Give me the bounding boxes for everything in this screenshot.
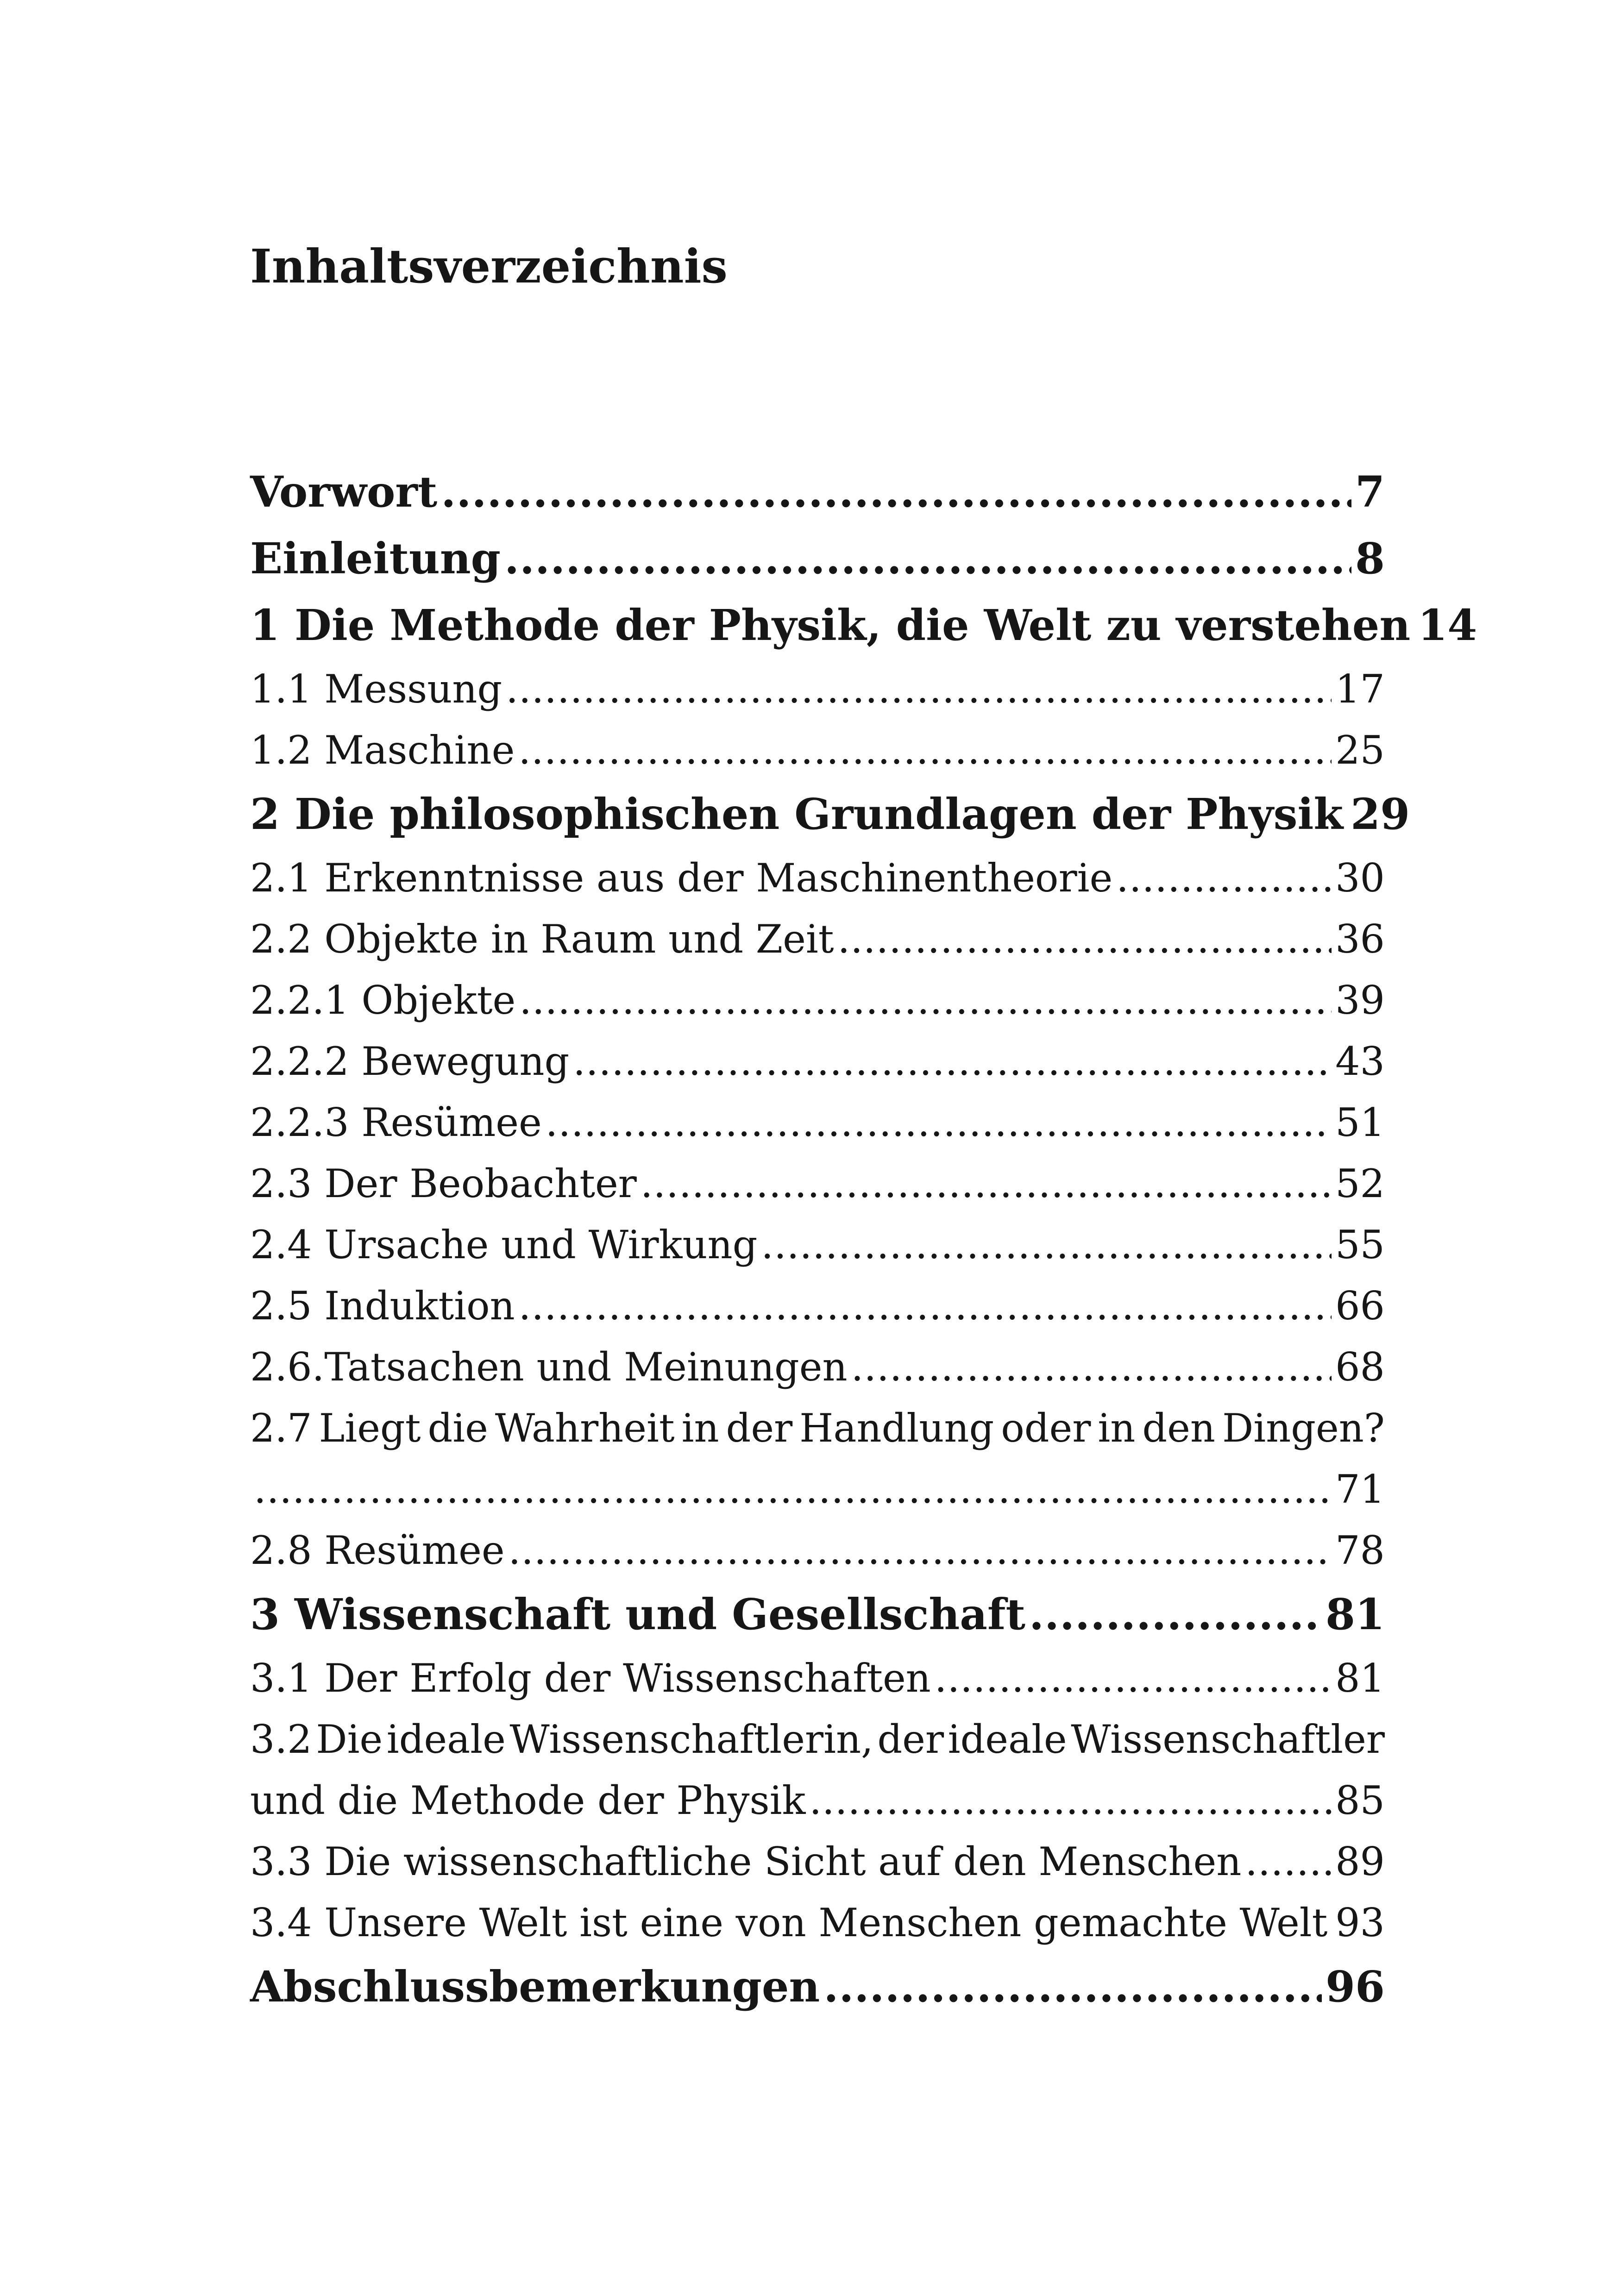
toc-entry-label: 3.4 Unsere Welt ist eine von Menschen gemachte Welt — [250, 1900, 1328, 1945]
toc-entry-label: 3 Wissenschaft und Gesellschaft — [250, 1589, 1025, 1639]
toc-entry-label: und die Methode der Physik — [250, 1778, 806, 1823]
dot-leader — [509, 1520, 1332, 1581]
toc-entry[interactable] — [250, 1892, 1385, 1953]
dot-leader — [761, 1214, 1332, 1275]
toc-section-row — [250, 659, 1385, 720]
toc-entry-label: 2.4 Ursache und Wirkung — [250, 1222, 758, 1267]
toc-page-number: 68 — [1335, 1344, 1385, 1390]
toc-entry-label: 3.1 Der Erfolg der Wissenschaften — [250, 1656, 931, 1701]
toc-entry[interactable] — [250, 1336, 1385, 1398]
toc-entry[interactable] — [250, 525, 1385, 592]
toc-page-number: 51 — [1335, 1100, 1385, 1145]
toc-section-row — [250, 1520, 1385, 1581]
toc-section-row — [250, 1892, 1385, 1953]
toc-entry-label: 2.3 Der Beobachter — [250, 1161, 637, 1206]
toc-section-row — [250, 1459, 1385, 1520]
toc-section-row — [250, 1214, 1385, 1275]
toc-chapter-row — [250, 525, 1385, 592]
toc-entry[interactable] — [250, 1709, 1385, 1831]
toc-entry[interactable] — [250, 1831, 1385, 1892]
toc-section-row — [250, 970, 1385, 1031]
dot-leader — [1331, 1892, 1332, 1953]
toc-page-number: 89 — [1335, 1839, 1385, 1884]
toc-entry-label: Vorwort — [250, 467, 438, 517]
toc-entry[interactable] — [250, 1953, 1385, 2020]
toc-entry-label: 2.1 Erkenntnisse aus der Maschinentheorie — [250, 855, 1113, 901]
toc-entry-label: 1 Die Methode der Physik, die Welt zu verstehen — [250, 600, 1411, 650]
toc-entry-label: 2 Die philosophischen Grundlagen der Physik — [250, 789, 1344, 839]
toc-entry[interactable] — [250, 909, 1385, 970]
toc-section-row — [250, 1092, 1385, 1153]
toc-entry-label-line1: 3.2 Die ideale Wissenschaftlerin, der ideale Wissenschaftler — [250, 1717, 1385, 1762]
toc-entry-label-line1: 2.7 Liegt die Wahrheit in der Handlung oder in den Dingen? — [250, 1405, 1385, 1451]
dot-leader — [546, 1092, 1332, 1153]
toc-section-row — [250, 1831, 1385, 1892]
toc-entry-label: 1.1 Messung — [250, 666, 503, 712]
toc-page-number: 25 — [1335, 728, 1385, 773]
toc-section-row — [250, 720, 1385, 781]
toc-page-number: 7 — [1355, 467, 1385, 517]
toc-section-row — [250, 1770, 1385, 1831]
dot-leader — [518, 720, 1332, 781]
toc-section-row — [250, 909, 1385, 970]
dot-leader — [573, 1031, 1332, 1092]
dot-leader — [641, 1153, 1332, 1214]
toc-section-row — [250, 1275, 1385, 1336]
toc-page-number: 81 — [1325, 1589, 1385, 1639]
toc-entry-label: 1.2 Maschine — [250, 728, 515, 773]
dot-leader — [519, 970, 1332, 1031]
toc-page-number: 71 — [1335, 1467, 1385, 1512]
toc-page-number: 43 — [1335, 1039, 1385, 1084]
toc-chapter-row — [250, 592, 1477, 659]
toc-page-number: 85 — [1335, 1778, 1385, 1823]
toc-page-number: 36 — [1335, 916, 1385, 962]
toc-entry[interactable] — [250, 458, 1385, 525]
toc-entry-label: 2.2 Objekte in Raum und Zeit — [250, 916, 834, 962]
toc-page-number: 29 — [1351, 789, 1410, 839]
toc-entry[interactable] — [250, 592, 1477, 659]
toc-page-number: 78 — [1335, 1528, 1385, 1573]
dot-leader — [1029, 1581, 1322, 1648]
toc-page-number: 8 — [1355, 533, 1385, 583]
dot-leader — [1245, 1831, 1332, 1892]
toc-entry[interactable] — [250, 1581, 1385, 1648]
toc-section-row — [250, 1031, 1385, 1092]
toc-entry[interactable] — [250, 847, 1385, 909]
toc-entry[interactable] — [250, 1520, 1385, 1581]
toc-entry[interactable] — [250, 1153, 1385, 1214]
toc-entry[interactable] — [250, 1092, 1385, 1153]
toc-entry[interactable] — [250, 659, 1385, 720]
toc-entry-label: 2.6.Tatsachen und Meinungen — [250, 1344, 848, 1390]
dot-leader — [504, 525, 1351, 592]
toc-chapter-row — [250, 458, 1385, 525]
dot-leader — [935, 1648, 1332, 1709]
toc-section-row — [250, 1648, 1385, 1709]
toc-entry[interactable] — [250, 1398, 1385, 1520]
toc-section-row — [250, 847, 1385, 909]
toc-page-number: 81 — [1335, 1656, 1385, 1701]
toc-entry[interactable] — [250, 720, 1385, 781]
toc-chapter-row — [250, 781, 1410, 847]
dot-leader — [809, 1770, 1332, 1831]
toc-entry[interactable] — [250, 1214, 1385, 1275]
dot-leader — [823, 1953, 1322, 2020]
toc-entry-label: 2.2.3 Resümee — [250, 1100, 542, 1145]
toc-page-number: 30 — [1335, 855, 1385, 901]
toc-section-row — [250, 1336, 1385, 1398]
toc-entry-label: Einleitung — [250, 533, 501, 583]
toc-entry-label: 2.2.2 Bewegung — [250, 1039, 570, 1084]
toc-entry-label: 2.5 Induktion — [250, 1283, 515, 1329]
toc-entry[interactable] — [250, 970, 1385, 1031]
toc-entry[interactable] — [250, 1275, 1385, 1336]
toc-entry[interactable] — [250, 1648, 1385, 1709]
toc-entry[interactable] — [250, 1031, 1385, 1092]
toc-entry[interactable] — [250, 781, 1410, 847]
page-title: Inhaltsverzeichnis — [250, 239, 728, 294]
table-of-contents — [250, 458, 1477, 2020]
toc-entry-label: 3.3 Die wissenschaftliche Sicht auf den Menschen — [250, 1839, 1242, 1884]
toc-page-number: 14 — [1418, 600, 1477, 650]
toc-page-number: 52 — [1335, 1161, 1385, 1206]
dot-leader — [519, 1275, 1332, 1336]
toc-entry-label: 2.2.1 Objekte — [250, 978, 516, 1023]
dot-leader — [838, 909, 1332, 970]
dot-leader — [506, 659, 1332, 720]
toc-chapter-row — [250, 1953, 1385, 2020]
dot-leader — [851, 1336, 1332, 1398]
toc-section-row — [250, 1153, 1385, 1214]
dot-leader — [441, 458, 1351, 525]
toc-entry-label: Abschlussbemerkungen — [250, 1962, 820, 2012]
dot-leader — [1116, 847, 1332, 909]
dot-leader — [254, 1459, 1332, 1520]
toc-page-number: 39 — [1335, 978, 1385, 1023]
toc-page-number: 66 — [1335, 1283, 1385, 1329]
toc-page-number: 55 — [1335, 1222, 1385, 1267]
toc-page-number: 96 — [1325, 1962, 1385, 2012]
toc-entry-label: 2.8 Resümee — [250, 1528, 505, 1573]
toc-chapter-row — [250, 1581, 1385, 1648]
toc-page-number: 93 — [1335, 1900, 1385, 1945]
toc-page-number: 17 — [1335, 666, 1385, 712]
